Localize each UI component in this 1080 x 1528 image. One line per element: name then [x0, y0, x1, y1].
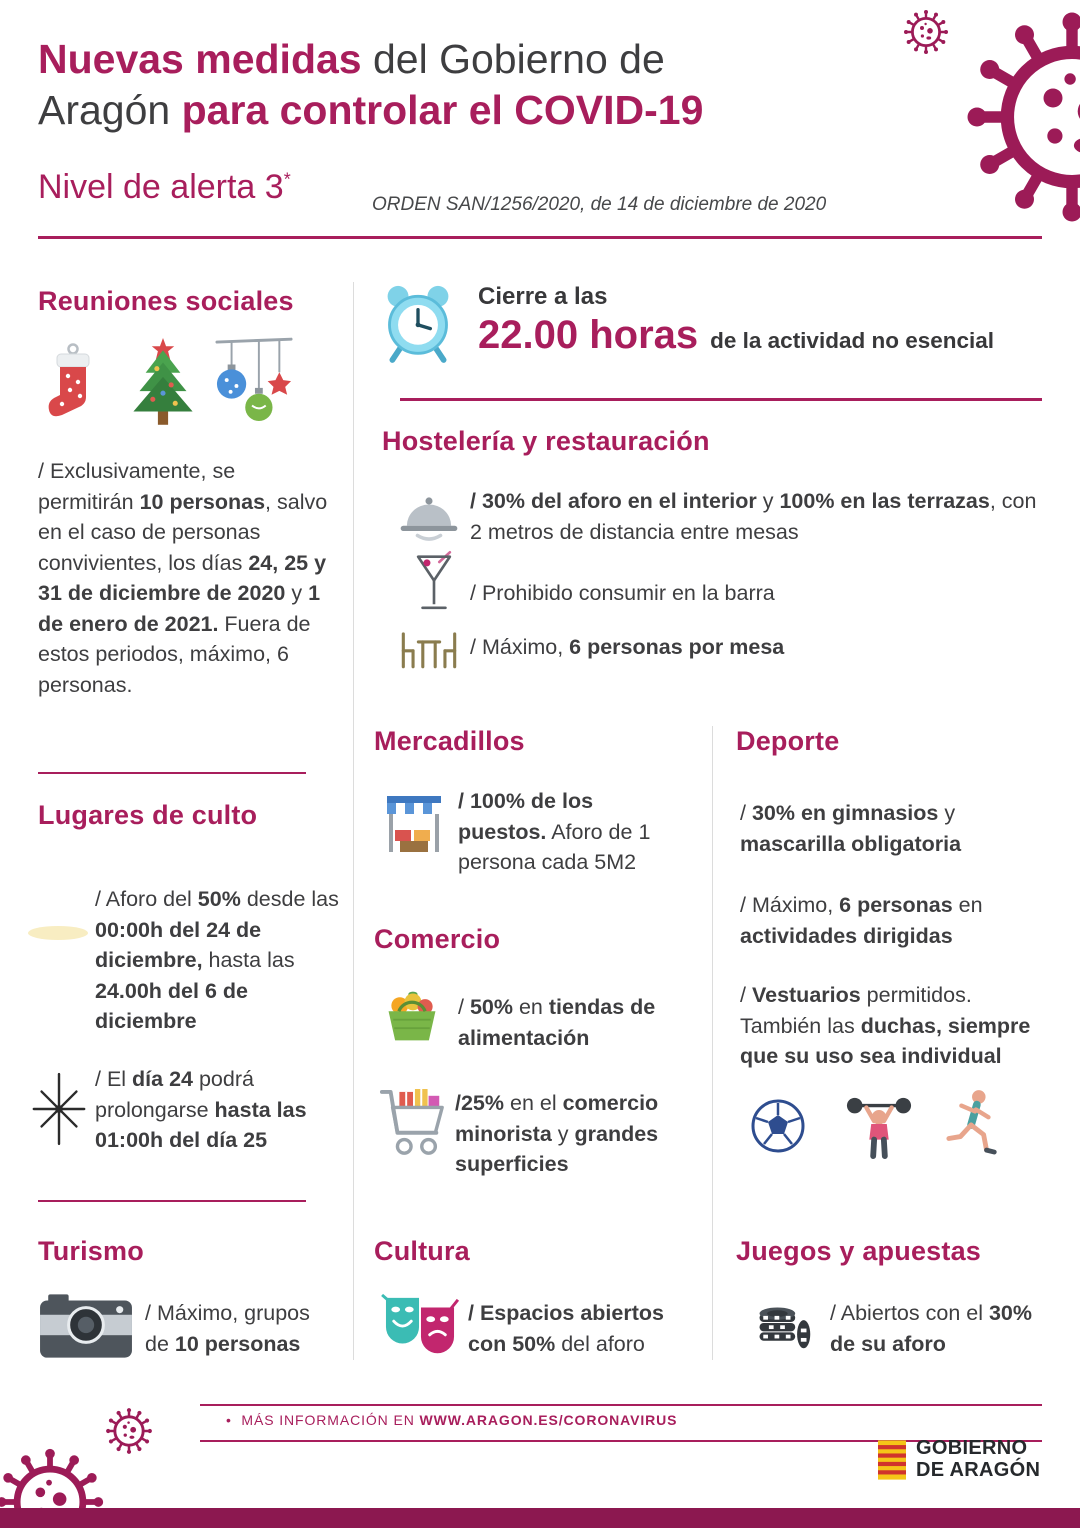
section-title-mercadillos: Mercadillos: [374, 726, 525, 756]
closure-intro: Cierre a las: [478, 283, 608, 310]
christmas-stocking-icon: [42, 342, 104, 434]
logo-line1: GOBIERNO: [916, 1437, 1028, 1459]
hosteleria-item: / Máximo, 6 personas por mesa: [470, 635, 785, 659]
section-title-cultura: Cultura: [374, 1236, 470, 1266]
logo-line2: DE ARAGÓN: [916, 1458, 1041, 1481]
footer-bullet: •: [226, 1412, 232, 1428]
divider: [200, 1404, 1042, 1406]
page-title-line1: Nuevas medidas del Gobierno de: [38, 36, 665, 82]
alert-level: [38, 168, 291, 207]
camera-icon: [38, 1292, 134, 1360]
alarm-clock-icon: [380, 280, 456, 364]
hosteleria-item: / Prohibido consumir en la barra: [470, 581, 775, 605]
weightlifting-icon: [842, 1092, 916, 1160]
bottom-bar: [0, 1508, 1080, 1528]
baubles-icon: [215, 336, 293, 432]
aragon-flag-icon: [878, 1440, 906, 1480]
section-title-turismo: Turismo: [38, 1236, 144, 1266]
reuniones-text: / Exclusivamente, se permitirán 10 personas, salvo en el caso de personas convivientes, los días 24, 25 y 31 de diciembre de 2020 y 1 de enero de 2021. Fuera de estos periodos, máximo, 6 personas.: [38, 459, 328, 697]
turismo-item: / Máximo, grupos de 10 personas: [145, 1301, 310, 1356]
footer-info: [226, 1412, 677, 1428]
market-stall-icon: [382, 792, 446, 856]
grocery-basket-icon: [382, 986, 442, 1044]
divider: [353, 282, 354, 1360]
cocktail-icon: [412, 548, 456, 620]
divider: [38, 1200, 306, 1202]
footer-info-text: MÁS INFORMACIÓN EN WWW.ARAGON.ES/CORONAVIRUS: [241, 1412, 678, 1428]
order-reference: ORDEN SAN/1256/2020, de 14 de diciembre de 2020: [372, 194, 827, 215]
divider: [38, 236, 1042, 239]
virus-icon: [902, 8, 950, 56]
divider: [712, 726, 713, 1360]
section-title-culto: Lugares de culto: [38, 800, 258, 830]
section-title-juegos: Juegos y apuestas: [736, 1236, 982, 1266]
soccer-ball-icon: [750, 1098, 806, 1154]
alert-level-text: Nivel de alerta 3: [38, 168, 284, 206]
alert-asterisk: *: [283, 169, 291, 190]
theater-masks-icon: [380, 1292, 460, 1362]
deporte-item: / Vestuarios permitidos. También las duchas, siempre que su uso sea individual: [740, 983, 1031, 1069]
section-title-reuniones: Reuniones sociales: [38, 286, 294, 316]
closure-time: 22.00 horas: [478, 313, 699, 357]
table-chairs-icon: [398, 628, 460, 670]
virus-icon: [104, 1406, 154, 1456]
section-title-hosteleria: Hostelería y restauración: [382, 426, 710, 456]
candle-icon: [28, 926, 88, 940]
christmas-tree-icon: [122, 336, 204, 436]
deporte-item: / Máximo, 6 personas en actividades dirigidas: [740, 893, 983, 948]
serving-cloche-icon: [398, 490, 460, 542]
mercadillos-item: / 100% de los puestos. Aforo de 1 persona cada 5M2: [458, 789, 651, 875]
poker-chips-icon: [752, 1292, 814, 1352]
section-title-deporte: Deporte: [736, 726, 840, 756]
section-title-comercio: Comercio: [374, 924, 501, 954]
divider: [38, 772, 306, 774]
comercio-item: /25% en el comercio minorista y grandes superficies: [455, 1091, 659, 1177]
deporte-item: / 30% en gimnasios y mascarilla obligatoria: [740, 801, 962, 856]
page-title-line2: Aragón para controlar el COVID-19: [38, 86, 704, 133]
page-title: [38, 34, 898, 136]
comercio-item: / 50% en tiendas de alimentación: [458, 995, 656, 1050]
running-icon: [944, 1088, 1002, 1160]
closure-scope: de la actividad no esencial: [710, 328, 995, 353]
gobierno-aragon-logo: [878, 1438, 1040, 1481]
culto-item: / Aforo del 50% desde las 00:00h del 24 de diciembre, hasta las 24.00h del 6 de diciembre: [95, 887, 339, 1034]
cultura-item: / Espacios abiertos con 50% del aforo: [468, 1301, 664, 1356]
sparkle-star-icon: [28, 1072, 90, 1146]
shopping-cart-icon: [378, 1082, 448, 1166]
virus-icon: [958, 3, 1080, 231]
closure-notice: [478, 283, 994, 358]
culto-item: / El día 24 podrá prolongarse hasta las 01:00h del día 25: [95, 1067, 307, 1153]
hosteleria-item: / 30% del aforo en el interior y 100% en las terrazas, con 2 metros de distancia entre mesas: [470, 489, 1037, 544]
divider: [400, 398, 1042, 401]
juegos-item: / Abiertos con el 30% de su aforo: [830, 1301, 1032, 1356]
